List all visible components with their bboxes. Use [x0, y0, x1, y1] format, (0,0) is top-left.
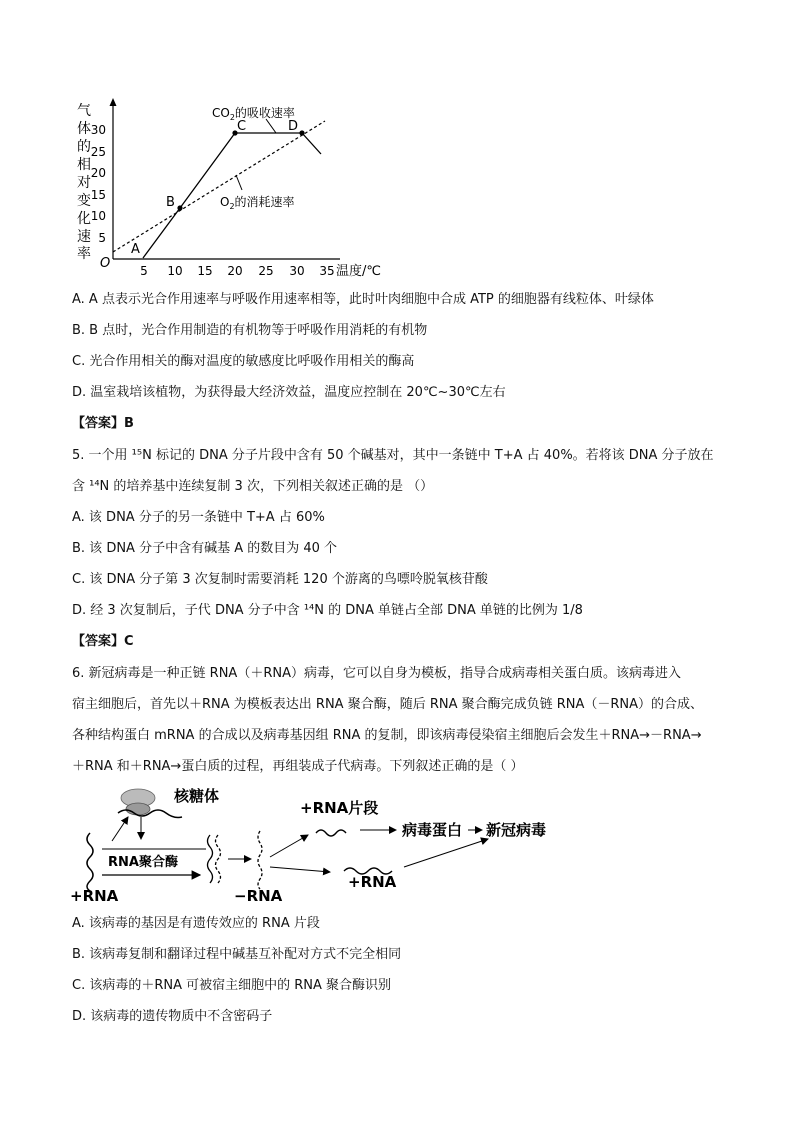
ylabel-char: 对 — [77, 175, 91, 191]
ylabel-char: 体 — [77, 121, 91, 137]
q5-option-a: A. 该 DNA 分子的另一条链中 T+A 占 60% — [72, 510, 325, 525]
q6-option-a: A. 该病毒的基因是有遗传效应的 RNA 片段 — [72, 916, 320, 931]
ribosome-small-subunit — [126, 803, 150, 815]
xtick-label: 10 — [167, 264, 183, 278]
ylabel-char: 化 — [77, 211, 91, 227]
ytick-label: 10 — [90, 209, 106, 223]
q4-option-c: C. 光合作用相关的酶对温度的敏感度比呼吸作用相关的酶高 — [72, 354, 415, 369]
point-d-label: D — [288, 119, 299, 134]
arrow-to-plus-rna — [270, 867, 330, 872]
q4-answer: 【答案】B — [72, 416, 134, 431]
ytick-label: 15 — [90, 188, 106, 202]
o2-consumption-line — [113, 121, 325, 252]
q4-option-a: A. A 点表示光合作用速率与呼吸作用速率相等，此时叶肉细胞中合成 ATP 的细胞器有线粒体、叶绿体 — [72, 292, 654, 307]
q6-option-c: C. 该病毒的＋RNA 可被宿主细胞中的 RNA 聚合酶识别 — [72, 978, 392, 993]
xtick-label: 25 — [258, 264, 274, 278]
q5-stem-line2: 含 ¹⁴N 的培养基中连续复制 3 次，下列相关叙述正确的是 （） — [72, 479, 434, 494]
ylabel-char: 的 — [77, 139, 91, 155]
origin-label: O — [100, 256, 111, 271]
ribosome-label: 核糖体 — [174, 787, 220, 805]
double-strand-rna-dashed — [216, 835, 221, 883]
rna-polymerase-label: RNA聚合酶 — [108, 855, 178, 870]
o2-series-label: $O_2$的消耗速率 — [220, 195, 295, 211]
co2-label-leader — [266, 119, 276, 133]
plus-rna-fragment-label: +RNA片段 — [300, 799, 379, 817]
q6-stem-line4: ＋RNA 和＋RNA→蛋白质的过程，再组装成子代病毒。下列叙述正确的是（ ） — [72, 759, 524, 774]
q5-option-c: C. 该 DNA 分子第 3 次复制时需要消耗 120 个游离的鸟嘌呤脱氧核苷酸 — [72, 572, 488, 587]
point-c-label: C — [237, 119, 247, 134]
ytick-label: 20 — [90, 166, 106, 180]
ytick-label: 30 — [90, 123, 106, 137]
x-axis-label: 温度/℃ — [336, 264, 381, 279]
xtick-label: 5 — [140, 264, 148, 278]
point-b-marker — [177, 205, 182, 210]
xtick-label: 20 — [227, 264, 243, 278]
point-d-marker — [299, 130, 304, 135]
temperature-rate-graph — [70, 95, 400, 285]
ylabel-char: 气 — [77, 103, 91, 119]
q6-stem-line1: 6. 新冠病毒是一种正链 RNA（＋RNA）病毒，它可以自身为模板，指导合成病毒相关蛋白质。该病毒进入 — [72, 666, 681, 681]
double-strand-rna — [208, 835, 213, 883]
xtick-label: 15 — [197, 264, 213, 278]
q6-stem-line3: 各种结构蛋白 mRNA 的合成以及病毒基因组 RNA 的复制，即该病毒侵染宿主细胞后会发生＋RNA→－RNA→ — [72, 728, 702, 743]
x-ticks — [140, 264, 334, 278]
point-b-label: B — [166, 195, 175, 210]
q4-option-b: B. B 点时，光合作用制造的有机物等于呼吸作用消耗的有机物 — [72, 323, 428, 338]
virus-protein-label: 病毒蛋白 — [402, 821, 463, 839]
y-axis-label — [77, 103, 91, 262]
ytick-label: 25 — [90, 145, 106, 159]
arrow-rna-to-ribosome — [112, 817, 128, 841]
xtick-label: 30 — [289, 264, 305, 278]
new-virus-label: 新冠病毒 — [486, 821, 547, 839]
co2-series-label: $CO_2$的吸收速率 — [212, 106, 295, 122]
minus-rna-strand — [258, 831, 262, 889]
arrow-to-rna-fragment — [270, 835, 308, 857]
plus-rna-fragment-strand — [316, 830, 346, 836]
q6-option-b: B. 该病毒复制和翻译过程中碱基互补配对方式不完全相同 — [72, 947, 402, 962]
arrow-plus-rna-to-virus — [404, 839, 488, 867]
o2-label-leader — [236, 175, 242, 190]
q5-stem-line1: 5. 一个用 ¹⁵N 标记的 DNA 分子片段中含有 50 个碱基对，其中一条链中 T+A 占 40%。若将该 DNA 分子放在 — [72, 448, 714, 463]
y-axis-arrow — [110, 98, 117, 106]
plus-rna-left-label: +RNA — [70, 887, 119, 905]
plus-rna-bottom-label: +RNA — [348, 873, 397, 891]
point-a-label: A — [131, 242, 140, 257]
q5-option-d: D. 经 3 次复制后，子代 DNA 分子中含 ¹⁴N 的 DNA 单链占全部 DNA 单链的比例为 1/8 — [72, 603, 583, 618]
q6-stem-line2: 宿主细胞后，首先以＋RNA 为模板表达出 RNA 聚合酶，随后 RNA 聚合酶完成负链 RNA（－RNA）的合成、 — [72, 697, 704, 712]
q6-option-d: D. 该病毒的遗传物质中不含密码子 — [72, 1009, 273, 1024]
ylabel-char: 变 — [77, 193, 91, 209]
ytick-label: 5 — [98, 231, 106, 245]
plus-rna-left-strand — [87, 833, 93, 891]
virus-replication-diagram — [68, 783, 588, 908]
q5-answer: 【答案】C — [72, 634, 134, 649]
y-ticks — [91, 123, 106, 245]
minus-rna-label: −RNA — [234, 887, 283, 905]
ylabel-char: 率 — [77, 246, 91, 262]
q4-option-d: D. 温室栽培该植物，为获得最大经济效益，温度应控制在 20℃~30℃左右 — [72, 385, 506, 400]
xtick-label: 35 — [319, 264, 335, 278]
q5-option-b: B. 该 DNA 分子中含有碱基 A 的数目为 40 个 — [72, 541, 338, 556]
ylabel-char: 速 — [77, 229, 91, 245]
ylabel-char: 相 — [77, 157, 91, 173]
